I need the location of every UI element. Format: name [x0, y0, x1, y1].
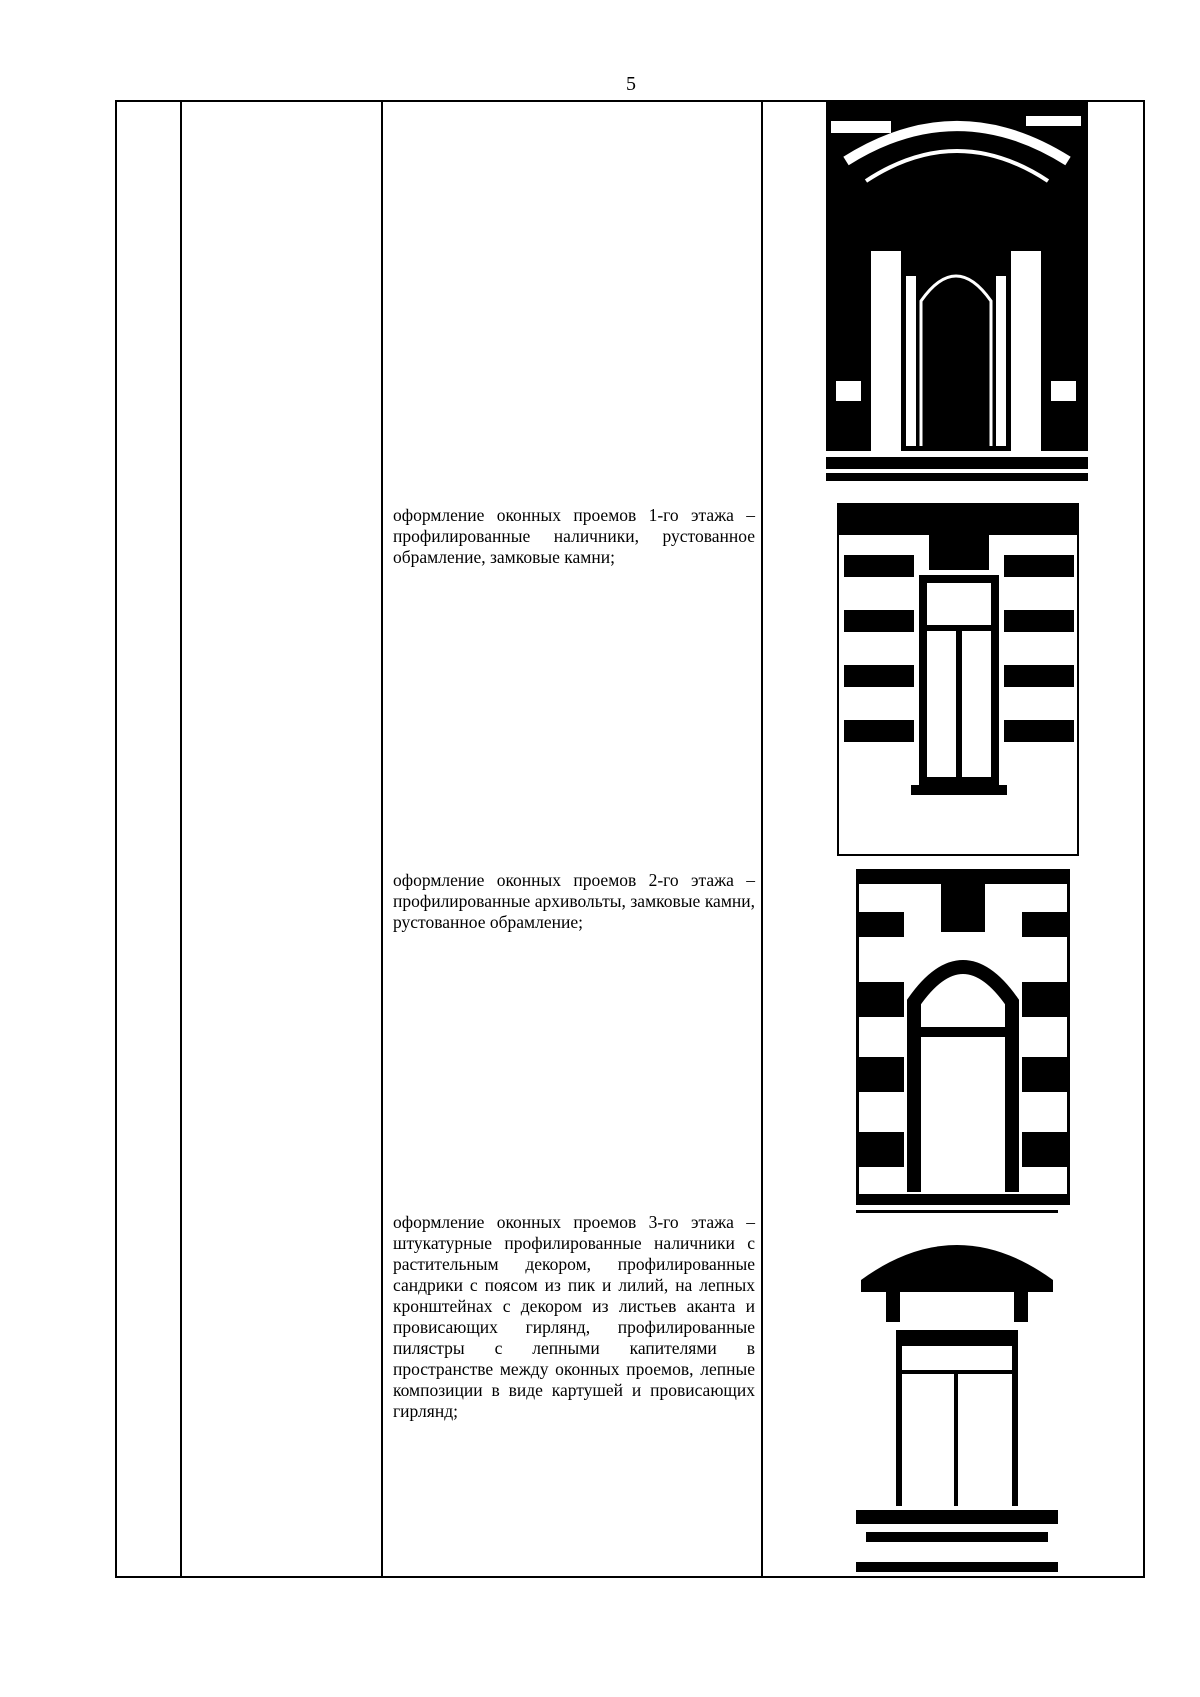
floor-3-window-photo — [856, 1210, 1058, 1572]
floor-2-window-photo — [856, 869, 1070, 1205]
description-floor-2-text: оформление оконных проемов 2-го этажа – профилированные архивольты, замковые камни, рустованное обрамление; — [393, 870, 755, 932]
column-divider-2 — [381, 102, 383, 1576]
description-floor-3 — [393, 1212, 755, 1422]
description-floor-3-text: оформление оконных проемов 3-го этажа – штукатурные профилированные наличники с растительным декором, профилированные сандрики с поясом из пик и лилий, на лепных кронштейнах с декором из листьев аканта и провисающих гирлянд, профилированные пилястры с лепными капителями в пространстве между оконных проемов, лепные композиции в виде картушей и провисающих гирлянд; — [393, 1212, 755, 1421]
floor-1-window-photo — [837, 503, 1079, 856]
arched-portal-photo — [826, 101, 1088, 481]
page-number: 5 — [626, 73, 636, 95]
column-divider-1 — [180, 102, 182, 1576]
column-divider-3 — [761, 102, 763, 1576]
description-floor-2 — [393, 870, 755, 933]
description-floor-1 — [393, 505, 755, 568]
description-floor-1-text: оформление оконных проемов 1-го этажа – профилированные наличники, рустованное обрамление, замковые камни; — [393, 505, 755, 567]
